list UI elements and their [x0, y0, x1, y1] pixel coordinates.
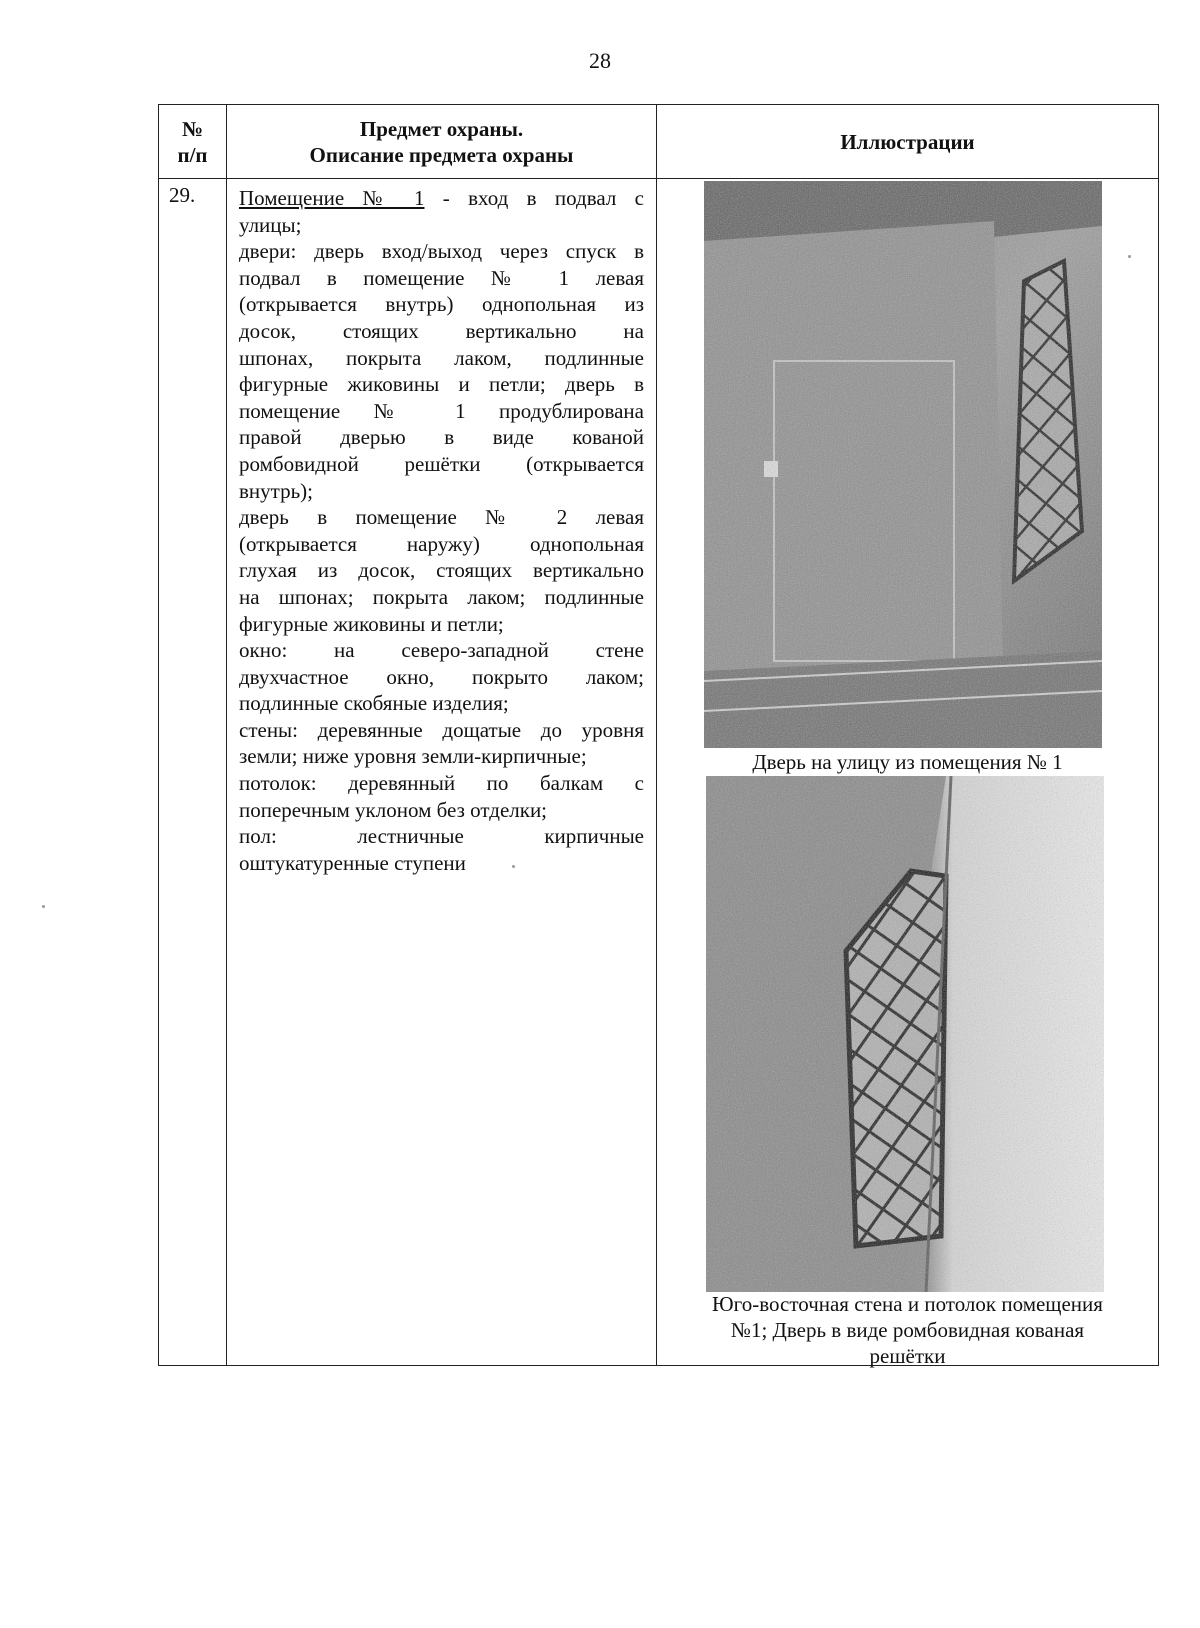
- description-text: внутрь);: [239, 478, 313, 503]
- description-line: [239, 238, 644, 265]
- description-line: [239, 504, 644, 531]
- header-desc-line-1: Предмет охраны.: [359, 116, 524, 141]
- table-row: [159, 179, 1159, 1366]
- description-text: подвал в помещение № 1 левая: [239, 265, 644, 290]
- scan-speck: [42, 905, 45, 908]
- photo-street-door: [704, 181, 1102, 748]
- description-text: оштукатуренные ступени: [239, 850, 466, 875]
- description-text: глухая из досок, стоящих вертикально: [239, 558, 644, 583]
- header-num: [159, 105, 227, 179]
- caption-street-door-line: Дверь на улицу из помещения № 1: [752, 750, 1063, 774]
- caption-lattice-door-line-3: решётки: [869, 1344, 946, 1368]
- description-line: [239, 717, 644, 744]
- description-line: [239, 185, 644, 212]
- description-line: [239, 291, 644, 318]
- caption-lattice-door: [657, 1291, 1158, 1369]
- description-line: [239, 743, 644, 770]
- description-line: [239, 424, 644, 451]
- scan-speck: [1128, 255, 1131, 258]
- header-desc: [227, 105, 657, 179]
- description-text: (открывается внутрь) однопольная из: [239, 292, 644, 317]
- caption-lattice-door-line-1: Юго-восточная стена и потолок помещения: [712, 1292, 1103, 1316]
- description-line: [239, 398, 644, 425]
- description-text: фигурные жиковины и петли; дверь в: [239, 372, 644, 397]
- header-num-line-1: №: [181, 116, 204, 141]
- row-illustrations: [657, 179, 1159, 1366]
- description-line: [239, 823, 644, 850]
- description-text: стены: деревянные дощатые до уровня: [239, 717, 644, 742]
- table-header-row: [159, 105, 1159, 179]
- description-line: [239, 797, 644, 824]
- description-line: [239, 212, 644, 239]
- description-line: [239, 690, 644, 717]
- description-text: на шпонах; покрыта лаком; подлинные: [239, 584, 644, 609]
- description-line: [239, 318, 644, 345]
- description-line: [239, 664, 644, 691]
- description-line: [239, 637, 644, 664]
- header-illus: Иллюстрации: [657, 105, 1159, 179]
- description-line: [239, 557, 644, 584]
- description-text: досок, стоящих вертикально на: [239, 318, 644, 343]
- description-line: [239, 770, 644, 797]
- description-text: подлинные скобяные изделия;: [239, 691, 509, 716]
- row-number: 29.: [159, 179, 227, 1366]
- description-text: правой дверью в виде кованой: [239, 425, 644, 450]
- description-text: потолок: деревянный по балкам с: [239, 771, 644, 796]
- caption-street-door: [657, 749, 1158, 775]
- description-text: помещение № 1 продублирована: [239, 398, 644, 423]
- description-line: [239, 478, 644, 505]
- description-line: [239, 451, 644, 478]
- description-line: [239, 531, 644, 558]
- description-text: улицы;: [239, 212, 302, 237]
- description-line: [239, 850, 644, 877]
- description-text: (открывается наружу) однопольная: [239, 531, 644, 556]
- description-line: [239, 584, 644, 611]
- description-text: шпонах, покрыта лаком, подлинные: [239, 345, 644, 370]
- scan-speck: [512, 865, 515, 868]
- header-num-line-2: п/п: [177, 142, 208, 167]
- description-text: двери: дверь вход/выход через спуск в: [239, 239, 644, 264]
- description-text: окно: на северо-западной стене: [239, 638, 644, 663]
- photo-lattice-door-image: [706, 776, 1104, 1292]
- header-desc-line-2: Описание предмета охраны: [309, 142, 574, 167]
- description-text: пол: лестничные кирпичные: [239, 824, 644, 849]
- description-text: двухчастное окно, покрыто лаком;: [239, 664, 644, 689]
- description-text: ромбовидной решётки (открывается: [239, 451, 644, 476]
- description-line: [239, 611, 644, 638]
- description-text: поперечным уклоном без отделки;: [239, 797, 548, 822]
- description-text: дверь в помещение № 2 левая: [239, 505, 644, 530]
- description-line: [239, 371, 644, 398]
- description-line: [239, 265, 644, 292]
- heritage-table: [158, 104, 1159, 1366]
- description-lines: [239, 185, 644, 876]
- description-text: - вход в подвал с: [424, 186, 644, 210]
- caption-lattice-door-line-2: №1; Дверь в виде ромбовидная кованая: [730, 1318, 1085, 1342]
- photo-lattice-door: [706, 776, 1104, 1292]
- page-number: 28: [589, 48, 611, 73]
- photo-street-door-image: [704, 181, 1102, 748]
- description-line: [239, 345, 644, 372]
- description-room-title: Помещение № 1: [239, 186, 425, 210]
- description-text: земли; ниже уровня земли-кирпичные;: [239, 744, 587, 769]
- row-description: [227, 179, 657, 1366]
- description-text: фигурные жиковины и петли;: [239, 611, 504, 636]
